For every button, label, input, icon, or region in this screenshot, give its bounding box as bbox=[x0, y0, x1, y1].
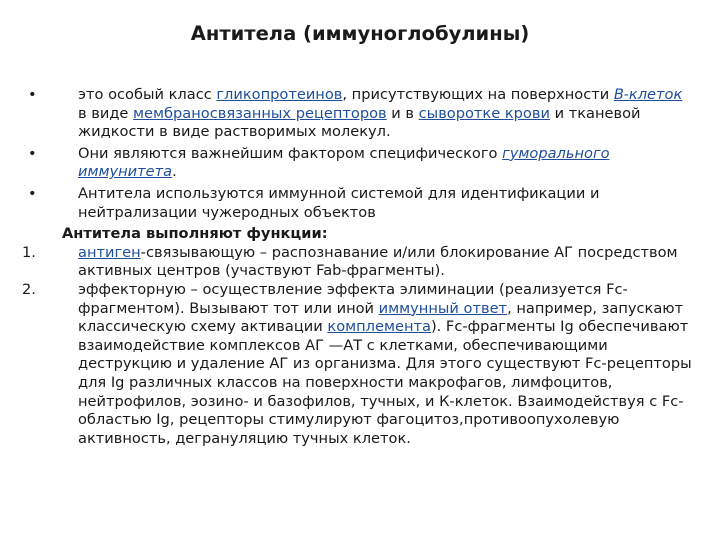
item-text: -связывающую – распознавание и/или блокирование АГ посредством активных центров (участвуют Fab-фрагменты). bbox=[78, 243, 678, 280]
numbered-item bbox=[22, 281, 694, 448]
title-main: Антитела bbox=[190, 22, 304, 45]
bullet-text: это особый класс bbox=[78, 86, 217, 103]
bullet-text: . bbox=[172, 163, 177, 181]
item-number: 2. bbox=[22, 280, 36, 298]
item-text: ). Fc-фрагменты Ig обеспечивают взаимодействие комплексов АГ —АТ с клетками, обеспечивающими деструкцию и удаление АГ из организма. Для этого существуют Fc-рецепторы для Ig различных классов на поверхности макрофагов, лимфоцитов, нейтрофилов, эозино- и базофилов, тучных, и К-клеток. Взаимодействуя с Fc-областью Ig, рецепторы стимулируют фагоцитоз,противоопухолевую активность, дегрануляцию тучных клеток. bbox=[78, 318, 692, 447]
link-immune-response[interactable]: иммунный ответ bbox=[378, 299, 508, 317]
bullet-item bbox=[22, 145, 694, 182]
bullet-text: в виде bbox=[78, 104, 134, 122]
link-glycoproteins[interactable]: гликопротеинов bbox=[216, 86, 343, 103]
link-blood-serum[interactable]: сыворотке крови bbox=[418, 104, 550, 122]
bullet-text: , присутствующих на поверхности bbox=[342, 86, 614, 103]
bullet-text: Они являются важнейшим фактором специфического bbox=[78, 144, 503, 162]
link-membrane-receptors[interactable]: мембраносвязанных рецепторов bbox=[133, 104, 387, 122]
bullet-text: и в bbox=[386, 104, 419, 122]
link-b-cells[interactable]: B-клеток bbox=[613, 86, 683, 103]
functions-heading: Антитела выполняют функции: bbox=[62, 225, 328, 243]
bullet-item bbox=[22, 86, 694, 142]
item-text: эффекторную – осуществление эффекта элиминации (реализуется Fc-фрагментом). Вызывают тот или иной bbox=[78, 280, 628, 317]
item-number: 1. bbox=[22, 243, 36, 261]
bullet-text: Антитела используются иммунной системой для идентификации и нейтрализации чужеродных объектов bbox=[78, 184, 600, 221]
bullet-item bbox=[22, 185, 694, 222]
title-paren: (иммуноглобулины) bbox=[303, 22, 530, 45]
link-complement[interactable]: комплемента bbox=[327, 318, 431, 336]
numbered-item bbox=[22, 244, 694, 281]
bullet-marker: • bbox=[28, 86, 37, 103]
item-text: , например, запускают классическую схему активации bbox=[78, 299, 684, 336]
bullet-marker: • bbox=[28, 144, 37, 162]
link-antigen[interactable]: антиген bbox=[78, 243, 141, 261]
slide-content bbox=[22, 86, 694, 448]
bullet-marker: • bbox=[28, 184, 37, 202]
slide-title bbox=[0, 22, 720, 45]
bullet-text: и тканевой жидкости в виде растворимых молекул. bbox=[78, 104, 641, 141]
link-humoral-immunity[interactable]: гуморального иммунитета bbox=[78, 144, 610, 181]
